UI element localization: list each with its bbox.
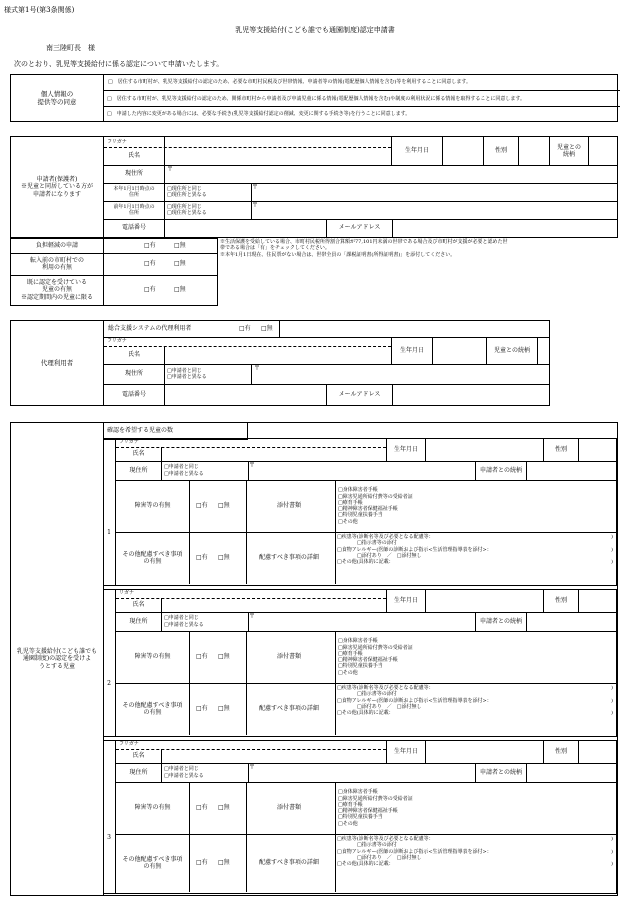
proxy-label: 代理利用者 (11, 321, 104, 405)
child-gender-label: 性別 (543, 589, 579, 612)
child-doc-item[interactable]: □身体障害者手帳 (338, 638, 378, 645)
child-name-field[interactable] (161, 447, 386, 461)
child-care-no[interactable]: □無 (215, 532, 247, 584)
applicant-email-field[interactable] (391, 219, 617, 237)
child-block-1 (103, 438, 617, 586)
child-gender-field[interactable] (577, 740, 615, 763)
applicant-notes: ※生活保護を受給している場合、市町村民税所得割合算額が77,101円未満の世帯である場合及び市町村が支援が必要と認めた世 帯である場合は「有」をチェックしてください。 ※本年1月1日現在、住民票がない場合は、世帯全員の「課税証明書(所得証明書)」を添付してください。 (220, 239, 508, 258)
applicant-options-table (10, 238, 218, 306)
child-gender-label: 性別 (543, 740, 579, 763)
proxy-birth-field[interactable] (431, 337, 486, 364)
child-care-items[interactable]: □疾患等(診断名等及び必要となる配慮等： ) □指示書等の添付 □食物アレルギー(医師の診断および指示<生活管理指導表を添付>： ) □添付あり ／ □添付無し □その他(具体的に記載： ) (337, 534, 613, 565)
child-address-options[interactable]: □申請者と同じ □申請者と異なる (161, 461, 249, 480)
applicant-prev-address-label: 前年1月1日時点の 住所 (104, 201, 165, 219)
child-care-label: その他配慮すべき事項 の有無 (116, 683, 190, 735)
child-care-items[interactable]: □疾患等(診断名等及び必要となる配慮等： ) □指示書等の添付 □食物アレルギー(医師の診断および指示<生活管理指導表を添付>： ) □添付あり ／ □添付無し □その他(具体的に記載： ) (337, 685, 613, 716)
proxy-address-options[interactable]: □申請者と同じ □申請者と異なる (164, 364, 252, 384)
child-care-no[interactable]: □無 (215, 683, 247, 735)
child-care-other[interactable]: □その他(具体的に記載： (337, 710, 394, 716)
applicant-birth-label: 生年月日 (391, 137, 443, 165)
child-name-field[interactable] (161, 749, 386, 763)
child-relation-label: 申請者との続柄 (475, 461, 527, 480)
child-disability-yes[interactable]: □有 (196, 804, 208, 812)
burden-label: 負担軽減の申請 (11, 239, 104, 253)
consent-label: 個人情報の 提供等の同意 (11, 75, 104, 121)
child-doc-item[interactable]: □特別児童扶養手当 (338, 512, 383, 519)
child-doc-item[interactable]: □療育手帳 (338, 499, 363, 506)
children-count-label: 確認を希望する児童の数 (104, 423, 248, 440)
child-docs-list[interactable] (335, 631, 618, 683)
child-furigana-label: フリガナ (119, 741, 139, 748)
child-doc-item[interactable]: □身体障害者手帳 (338, 789, 378, 796)
child-care-allergy[interactable]: □食物アレルギー(医師の診断および指示<生活管理指導表を添付>： (337, 697, 492, 704)
child-care-instruction[interactable]: □指示書等の添付 (357, 540, 397, 547)
child-furigana-label: フリガナ (119, 439, 139, 446)
child-doc-item[interactable]: □特別児童扶養手当 (338, 814, 383, 821)
proxy-birth-label: 生年月日 (391, 337, 433, 364)
proxy-name-field[interactable] (164, 346, 391, 364)
child-address-options[interactable]: □申請者と同じ □申請者と異なる (161, 763, 249, 782)
child-docs-label: 添付書類 (243, 480, 336, 532)
child-doc-item[interactable]: □精神障害者保健福祉手帳 (338, 657, 398, 663)
child-care-yes[interactable]: □有 (196, 554, 208, 562)
child-birth-field[interactable] (424, 438, 543, 461)
child-address-label: 現住所 (116, 612, 162, 631)
child-care-allergy[interactable]: □食物アレルギー(医師の診断および指示<生活管理指導表を添付>： (337, 546, 492, 553)
child-name-label: 氏名 (116, 749, 162, 763)
child-care-allergy[interactable]: □食物アレルギー(医師の診断および指示<生活管理指導表を添付>： (337, 848, 492, 855)
child-address-options[interactable]: □申請者と同じ □申請者と異なる (161, 612, 249, 631)
child-block-2 (103, 589, 617, 737)
child-care-detail-label: 配慮すべき事項の詳細 (243, 532, 336, 584)
child-relation-field[interactable] (525, 461, 617, 480)
proxy-furigana-label: フリガナ (107, 338, 127, 345)
child-care-yes[interactable]: □有 (196, 705, 208, 713)
child-care-disease[interactable]: □疾患等(診断名等及び必要となる配慮等： (337, 836, 434, 842)
child-care-label: その他配慮すべき事項 の有無 (116, 532, 190, 584)
applicant-section (10, 136, 618, 238)
applicant-prev-postal[interactable]: 〒 (252, 202, 259, 210)
child-doc-item[interactable]: □精神障害者保健福祉手帳 (338, 808, 398, 814)
applicant-jan-postal[interactable]: 〒 (252, 184, 259, 192)
child-disability-no[interactable]: □無 (215, 782, 247, 834)
proxy-postal[interactable]: 〒 (254, 365, 261, 373)
child-doc-item[interactable]: □障害児通所給付費等の受給者証 (338, 493, 413, 500)
child-doc-item[interactable]: □その他 (338, 518, 358, 525)
addressee: 南三陸町長 様 (46, 44, 95, 52)
child-postal[interactable]: 〒 (249, 764, 256, 772)
child-birth-field[interactable] (424, 589, 543, 612)
child-postal[interactable]: 〒 (249, 462, 256, 470)
child-care-attach[interactable]: □添付あり ／ □添付無し (357, 552, 422, 559)
applicant-label: 申請者(保護者) ※児童と同居している方が 申請者になります (11, 137, 104, 237)
child-postal[interactable]: 〒 (249, 613, 256, 621)
applicant-birth-field[interactable] (441, 137, 483, 165)
child-number: 2 (103, 631, 116, 737)
child-care-other[interactable]: □その他(具体的に記載： (337, 861, 394, 867)
proxy-system-no[interactable]: □無 (261, 325, 273, 333)
child-doc-item[interactable]: □その他 (338, 820, 358, 827)
applicant-phone-field[interactable] (164, 219, 326, 237)
child-disability-label: 障害等の有無 (116, 480, 190, 532)
child-disability-no[interactable]: □無 (215, 631, 247, 683)
child-name-label: 氏名 (116, 447, 162, 461)
proxy-address-label: 現住所 (104, 364, 165, 384)
child-care-disease[interactable]: □疾患等(診断名等及び必要となる配慮等： (337, 534, 434, 540)
applicant-email-label: メールアドレス (326, 219, 393, 237)
child-gender-field[interactable] (577, 589, 615, 612)
child-care-instruction[interactable]: □指示書等の添付 (357, 691, 397, 698)
form-title: 乳児等支援給付(こども誰でも通園制度)認定申請書 (235, 26, 395, 34)
applicant-postal[interactable]: 〒 (167, 166, 174, 174)
child-number: 1 (103, 480, 116, 586)
child-care-yes[interactable]: □有 (196, 859, 208, 867)
applicant-prev-address-options[interactable]: □現住所と同じ □現住所と異なる (164, 201, 252, 219)
proxy-name-label: 氏名 (104, 346, 165, 364)
child-doc-item[interactable]: □療育手帳 (338, 801, 363, 808)
child-address-label: 現住所 (116, 461, 162, 480)
burden-yes[interactable]: □有 (144, 242, 156, 250)
applicant-gender-field[interactable] (517, 137, 549, 165)
child-disability-label: 障害等の有無 (116, 631, 190, 683)
child-docs-list[interactable] (335, 782, 618, 834)
child-relation-label: 申請者との続柄 (475, 612, 527, 631)
child-disability-yes[interactable]: □有 (196, 653, 208, 661)
applicant-gender-label: 性別 (483, 137, 519, 165)
proxy-system-yes[interactable]: □有 (239, 325, 251, 333)
child-care-items[interactable]: □疾患等(診断名等及び必要となる配慮等： ) □指示書等の添付 □食物アレルギー(医師の診断および指示<生活管理指導表を添付>： ) □添付あり ／ □添付無し □その他(具体的に記載： ) (337, 836, 613, 867)
child-care-detail-label: 配慮すべき事項の詳細 (243, 683, 336, 735)
child-care-disease[interactable]: □疾患等(診断名等及び必要となる配慮等： (337, 685, 434, 691)
proxy-phone-label: 電話番号 (104, 384, 165, 405)
child-address-label: 現住所 (116, 763, 162, 782)
child-doc-item[interactable]: □障害児通所給付費等の受給者証 (338, 644, 413, 651)
children-label: 乳児等支援給付(こども誰でも 通園制度)の認定を受けよ うとする児童 (11, 423, 104, 895)
child-disability-yes[interactable]: □有 (196, 502, 208, 510)
child-birth-label: 生年月日 (386, 740, 426, 763)
child-furigana-label: リガナ (119, 590, 134, 597)
applicant-furigana-label: フリガナ (107, 138, 127, 145)
certified-yes[interactable]: □有 (144, 286, 156, 294)
child-doc-item[interactable]: □療育手帳 (338, 650, 363, 657)
consent-section (10, 74, 618, 122)
applicant-jan-address-label: 本年1月1日時点の 住所 (104, 183, 165, 201)
applicant-phone-label: 電話番号 (104, 219, 165, 237)
child-care-detail-label: 配慮すべき事項の詳細 (243, 834, 336, 892)
child-care-other[interactable]: □その他(具体的に記載： (337, 559, 394, 565)
certified-label: 既に認定を受けている 児童の有無 ※認定期間内の児童に限る (11, 275, 104, 305)
child-number: 3 (103, 782, 116, 894)
child-care-instruction[interactable]: □指示書等の添付 (357, 842, 397, 849)
child-relation-label: 申請者との続柄 (475, 763, 527, 782)
child-docs-list[interactable] (335, 480, 618, 532)
applicant-name-field[interactable] (164, 147, 391, 165)
child-docs-label: 添付書類 (243, 631, 336, 683)
proxy-section (10, 320, 550, 406)
consent-item-3[interactable]: □ 申請した内容に変更がある場合には、必要な手続き(乳児等支援給付認定の削減、変更に関する手続き等)を行うことに同意します。 (104, 106, 620, 122)
child-doc-item[interactable]: □身体障害者手帳 (338, 487, 378, 494)
proxy-email-label: メールアドレス (326, 384, 393, 405)
child-block-3 (103, 740, 617, 894)
applicant-address-label: 現住所 (104, 165, 165, 183)
consent-item-1[interactable]: □ 居住する市町村が、乳児等支援給付の認定のため、必要な市町村民税及び世帯情報、申請者等の情報(電配歴個人情報を含む)等を利用することに同意します。 (108, 79, 472, 86)
proxy-phone-field[interactable] (164, 384, 326, 405)
form-number: 様式第1号(第3条関係) (4, 6, 75, 14)
child-birth-field[interactable] (424, 740, 543, 763)
child-doc-item[interactable]: □その他 (338, 669, 358, 676)
transfer-yes[interactable]: □有 (144, 260, 156, 268)
child-relation-field[interactable] (525, 612, 617, 631)
proxy-relation-label: 児童との続柄 (486, 337, 538, 364)
child-relation-field[interactable] (525, 763, 617, 782)
child-name-field[interactable] (161, 598, 386, 612)
applicant-jan-address-options[interactable]: □現住所と同じ □現住所と異なる (164, 183, 252, 201)
child-birth-label: 生年月日 (386, 438, 426, 461)
child-doc-item[interactable]: □精神障害者保健福祉手帳 (338, 506, 398, 512)
burden-no[interactable]: □無 (174, 242, 186, 250)
child-care-label: その他配慮すべき事項 の有無 (116, 834, 190, 892)
child-doc-item[interactable]: □特別児童扶養手当 (338, 663, 383, 670)
certified-no[interactable]: □無 (174, 286, 186, 294)
child-disability-label: 障害等の有無 (116, 782, 190, 834)
child-gender-label: 性別 (543, 438, 579, 461)
applicant-name-label: 氏名 (104, 147, 165, 165)
child-birth-label: 生年月日 (386, 589, 426, 612)
proxy-system-label: 総合支援システムの代理利用者 (108, 325, 192, 333)
intro-text: 次のとおり、乳児等支援給付に係る認定について申請いたします。 (14, 60, 224, 68)
child-gender-field[interactable] (577, 438, 615, 461)
transfer-no[interactable]: □無 (174, 260, 186, 268)
child-doc-item[interactable]: □障害児通所給付費等の受給者証 (338, 795, 413, 802)
child-care-no[interactable]: □無 (215, 834, 247, 892)
child-name-label: 氏名 (116, 598, 162, 612)
transfer-label: 転入前の市町村での 利用の有無 (11, 253, 104, 275)
child-care-attach[interactable]: □添付あり ／ □添付無し (357, 703, 422, 710)
proxy-email-field[interactable] (391, 384, 549, 405)
consent-item-2[interactable]: □ 居住する市町村が、乳児等支援給付の認定のため、関係市町村から申請者及び申請児童に係る情報(電配歴個人情報を含む)や制度の利用状況に係る情報を取得することに同意します。 (104, 90, 620, 107)
child-docs-label: 添付書類 (243, 782, 336, 834)
applicant-relation-label: 児童との 続柄 (549, 137, 589, 165)
child-disability-no[interactable]: □無 (215, 480, 247, 532)
child-care-attach[interactable]: □添付あり ／ □添付無し (357, 854, 422, 861)
